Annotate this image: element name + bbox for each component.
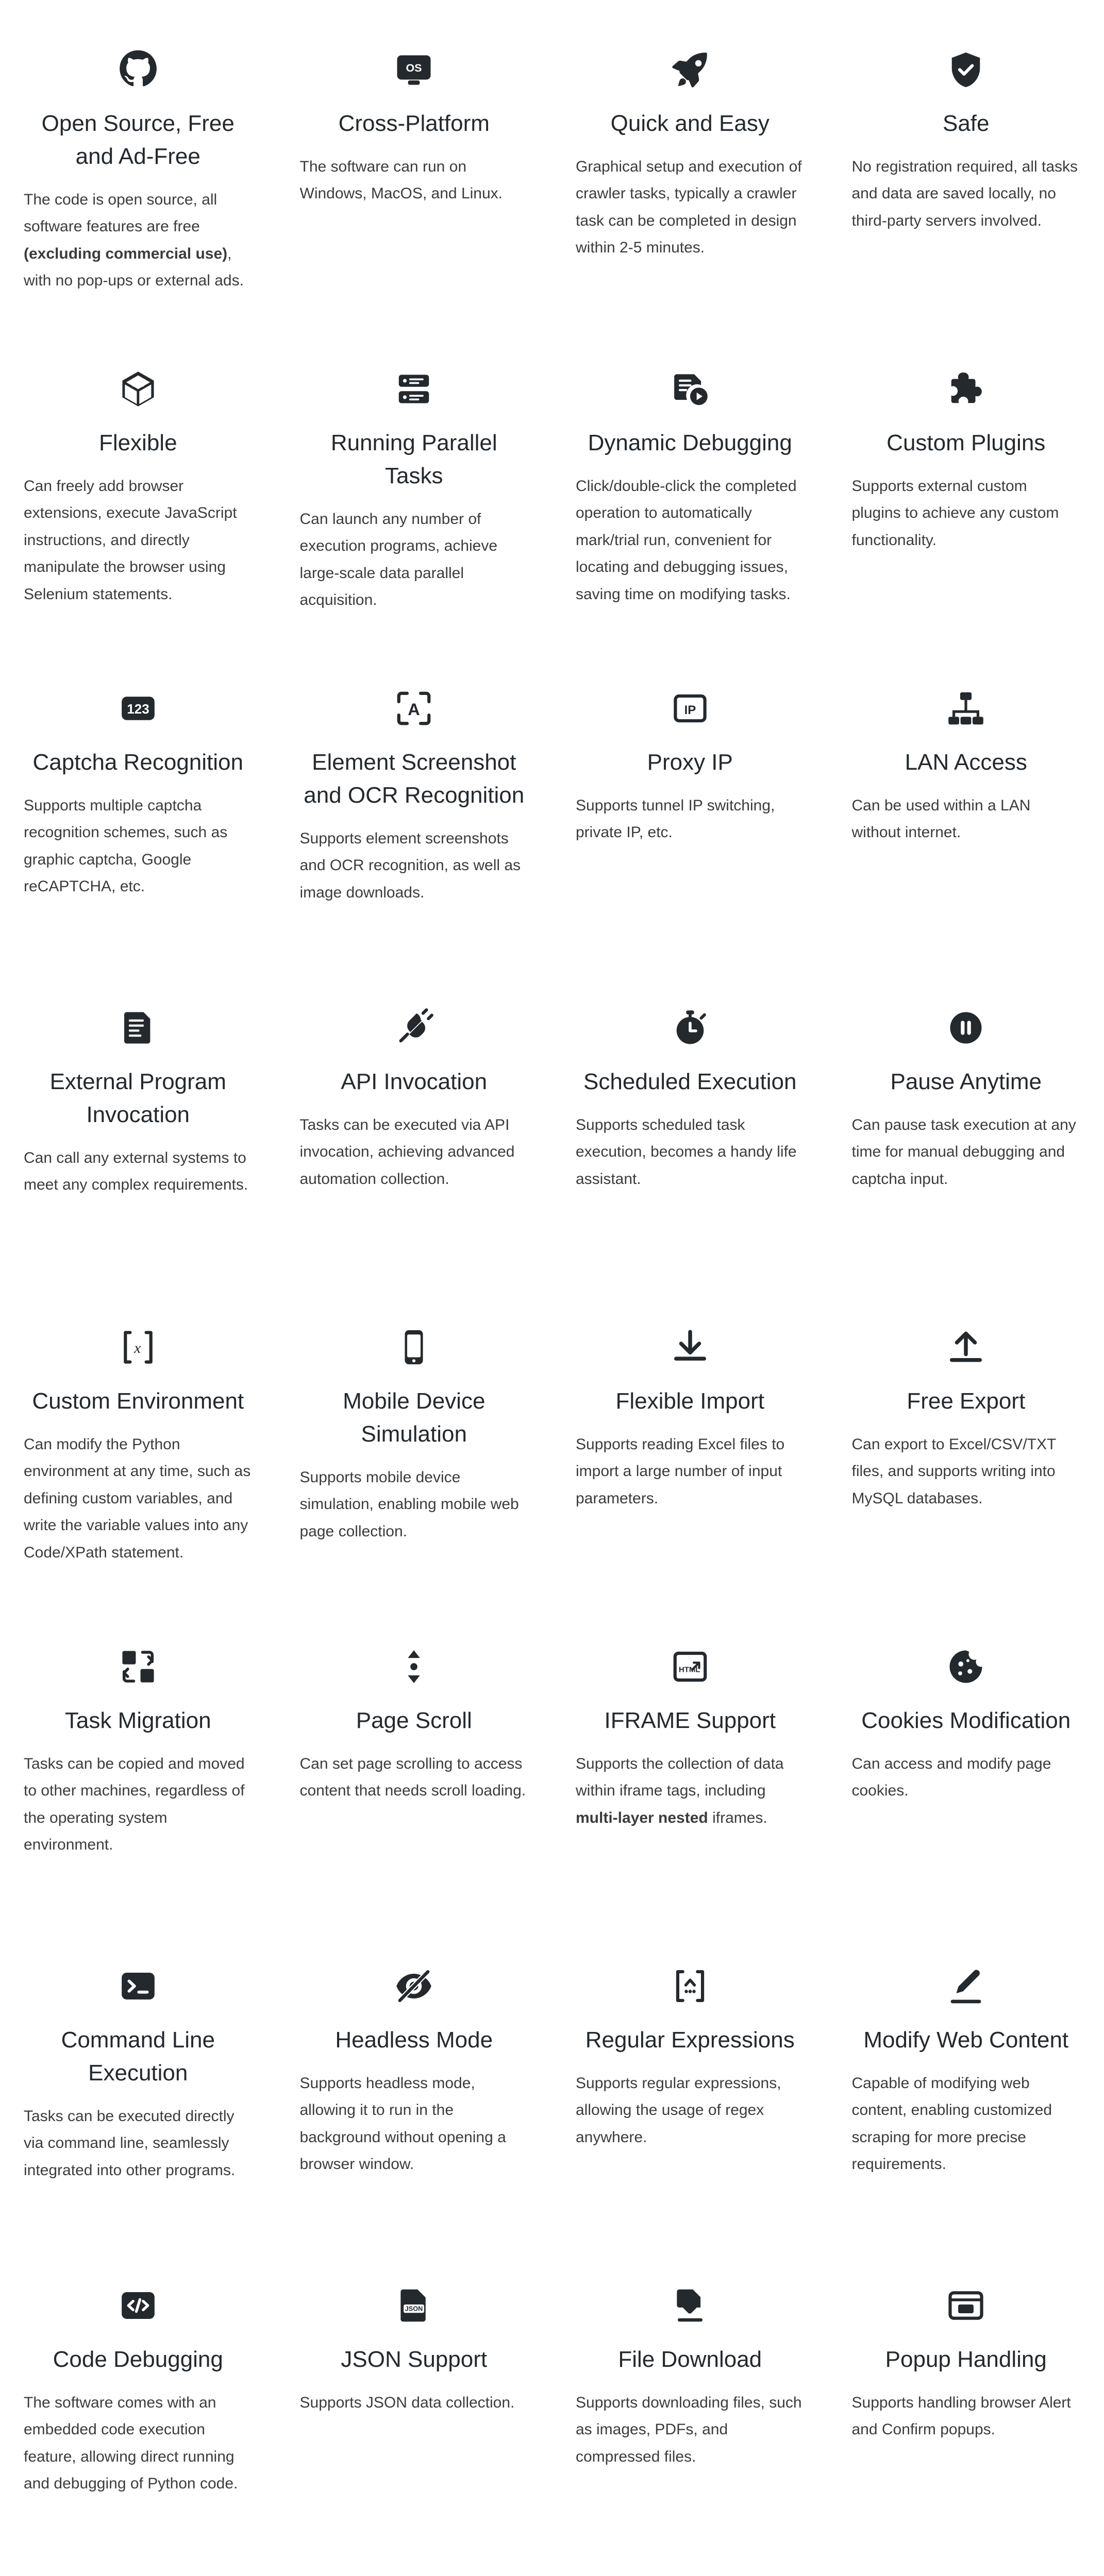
svg-text:IP: IP xyxy=(684,703,696,717)
feature-description: Supports scheduled task execution, becomes a handy life assistant. xyxy=(576,1112,805,1193)
feature-card xyxy=(276,2257,553,2576)
feature-card xyxy=(552,659,828,979)
feature-description: The software can run on Windows, MacOS, and Linux. xyxy=(300,154,529,208)
feature-title: Modify Web Content xyxy=(852,2024,1081,2057)
feature-description: Can access and modify page cookies. xyxy=(852,1751,1081,1805)
feature-description: Capable of modifying web content, enabling customized scraping for more precise requirements. xyxy=(852,2070,1081,2178)
feature-description: Can set page scrolling to access content that needs scroll loading. xyxy=(300,1751,529,1805)
feature-title: JSON Support xyxy=(300,2343,529,2376)
pause-circle-icon xyxy=(852,997,1081,1058)
json-file-icon xyxy=(300,2275,529,2336)
feature-title: Quick and Easy xyxy=(576,107,805,140)
feature-title: File Download xyxy=(576,2343,805,2376)
feature-description: Can modify the Python environment at any time, such as defining custom variables, and write the variable values into any Code/XPath statement. xyxy=(24,1431,253,1567)
feature-description: Supports external custom plugins to achieve any custom functionality. xyxy=(852,473,1081,554)
feature-card xyxy=(828,1618,1104,1937)
feature-description: Supports mobile device simulation, enabling mobile web page collection. xyxy=(300,1464,529,1546)
feature-description: Supports handling browser Alert and Confirm popups. xyxy=(852,2389,1081,2444)
terminal-icon xyxy=(24,1956,253,2016)
svg-text:OS: OS xyxy=(406,62,422,74)
feature-card xyxy=(552,1618,828,1937)
feature-description: Supports headless mode, allowing it to run in the background without opening a browser window. xyxy=(300,2070,529,2178)
feature-card xyxy=(276,1298,553,1618)
svg-text:123: 123 xyxy=(127,701,149,717)
feature-title: IFRAME Support xyxy=(576,1704,805,1737)
feature-title: Custom Plugins xyxy=(852,427,1081,460)
feature-description: Click/double-click the completed operation to automatically mark/trial run, convenient for locating and debugging issues, saving time on modifying tasks. xyxy=(576,473,805,608)
feature-description: Supports regular expressions, allowing the usage of regex anywhere. xyxy=(576,2070,805,2151)
feature-title: Open Source, Free and Ad-Free xyxy=(24,107,253,173)
feature-card xyxy=(828,1937,1104,2257)
feature-card xyxy=(552,21,828,340)
svg-text:JSON: JSON xyxy=(405,2306,423,2313)
file-download-icon xyxy=(576,2275,805,2336)
feature-description: Supports multiple captcha recognition schemes, such as graphic captcha, Google reCAPTCHA, etc. xyxy=(24,792,253,901)
feature-title: Running Parallel Tasks xyxy=(300,427,529,493)
feature-description: Tasks can be copied and moved to other machines, regardless of the operating system environment. xyxy=(24,1751,253,1859)
feature-description: Can pause task execution at any time for manual debugging and captcha input. xyxy=(852,1112,1081,1193)
api-plug-icon xyxy=(300,997,529,1058)
feature-title: Dynamic Debugging xyxy=(576,427,805,460)
feature-title: Safe xyxy=(852,107,1081,140)
feature-title: Headless Mode xyxy=(300,2024,529,2057)
feature-title: Captcha Recognition xyxy=(24,746,253,779)
feature-description: Supports the collection of data within iframe tags, including multi-layer nested iframes. xyxy=(576,1751,805,1832)
headless-eye-off-icon xyxy=(300,1956,529,2016)
feature-title: Regular Expressions xyxy=(576,2024,805,2057)
cookie-icon xyxy=(852,1636,1081,1697)
feature-title: Flexible Import xyxy=(576,1385,805,1418)
feature-title: Command Line Execution xyxy=(24,2024,253,2090)
svg-text:A: A xyxy=(408,700,420,719)
feature-description: Supports downloading files, such as images, PDFs, and compressed files. xyxy=(576,2389,805,2471)
feature-title: Code Debugging xyxy=(24,2343,253,2376)
feature-description: Graphical setup and execution of crawler tasks, typically a crawler task can be completed in design within 2-5 minutes. xyxy=(576,154,805,262)
feature-title: Pause Anytime xyxy=(852,1065,1081,1098)
feature-card xyxy=(276,21,553,340)
popup-window-icon xyxy=(852,2275,1081,2336)
feature-title: LAN Access xyxy=(852,746,1081,779)
feature-card xyxy=(0,1298,276,1618)
feature-title: Task Migration xyxy=(24,1704,253,1737)
feature-card xyxy=(828,340,1104,659)
download-import-icon xyxy=(576,1317,805,1378)
cube-grid-icon xyxy=(24,359,253,419)
stopwatch-icon xyxy=(576,997,805,1058)
pencil-edit-icon xyxy=(852,1956,1081,2016)
mobile-phone-icon xyxy=(300,1317,529,1378)
feature-title: Free Export xyxy=(852,1385,1081,1418)
feature-title: API Invocation xyxy=(300,1065,529,1098)
feature-description: Can export to Excel/CSV/TXT files, and supports writing into MySQL databases. xyxy=(852,1431,1081,1513)
regex-brackets-icon xyxy=(576,1956,805,2016)
debug-play-icon xyxy=(576,359,805,419)
feature-card xyxy=(0,21,276,340)
upload-export-icon xyxy=(852,1317,1081,1378)
feature-description: The code is open source, all software features are free (excluding commercial use), with no pop-ups or external ads. xyxy=(24,187,253,295)
feature-card xyxy=(276,1618,553,1937)
lan-network-icon xyxy=(852,678,1081,739)
feature-title: External Program Invocation xyxy=(24,1065,253,1131)
feature-description: Supports element screenshots and OCR recognition, as well as image downloads. xyxy=(300,825,529,907)
feature-card xyxy=(552,340,828,659)
code-brackets-icon xyxy=(24,2275,253,2336)
feature-description: Can call any external systems to meet any complex requirements. xyxy=(24,1145,253,1199)
feature-description: Can launch any number of execution programs, achieve large-scale data parallel acquisition. xyxy=(300,506,529,614)
feature-card xyxy=(828,21,1104,340)
page-scroll-icon xyxy=(300,1636,529,1697)
puzzle-piece-icon xyxy=(852,359,1081,419)
feature-card xyxy=(828,659,1104,979)
feature-description: Supports reading Excel files to import a large number of input parameters. xyxy=(576,1431,805,1513)
feature-card xyxy=(276,340,553,659)
feature-description: Can freely add browser extensions, execute JavaScript instructions, and directly manipulate the browser using Selenium statements. xyxy=(24,473,253,608)
feature-description: Supports JSON data collection. xyxy=(300,2389,529,2417)
variable-brackets-icon xyxy=(24,1317,253,1378)
feature-card xyxy=(828,979,1104,1298)
feature-card xyxy=(0,1618,276,1937)
feature-description: Tasks can be executed directly via command line, seamlessly integrated into other programs. xyxy=(24,2103,253,2184)
feature-title: Proxy IP xyxy=(576,746,805,779)
feature-card xyxy=(552,2257,828,2576)
feature-description: Supports tunnel IP switching, private IP, etc. xyxy=(576,792,805,846)
shield-icon xyxy=(852,39,1081,100)
feature-card xyxy=(552,979,828,1298)
task-migration-icon xyxy=(24,1636,253,1697)
feature-card xyxy=(0,659,276,979)
feature-card xyxy=(828,1298,1104,1618)
feature-title: Popup Handling xyxy=(852,2343,1081,2376)
server-stack-icon xyxy=(300,359,529,419)
feature-card xyxy=(276,1937,553,2257)
feature-title: Element Screenshot and OCR Recognition xyxy=(300,746,529,812)
feature-title: Scheduled Execution xyxy=(576,1065,805,1098)
feature-description: Tasks can be executed via API invocation, achieving advanced automation collection. xyxy=(300,1112,529,1193)
iframe-html-icon xyxy=(576,1636,805,1697)
feature-card xyxy=(552,1937,828,2257)
feature-card xyxy=(0,340,276,659)
feature-card xyxy=(276,979,553,1298)
feature-title: Mobile Device Simulation xyxy=(300,1385,529,1451)
feature-description: The software comes with an embedded code execution feature, allowing direct running and debugging of Python code. xyxy=(24,2389,253,2498)
captcha-123-icon xyxy=(24,678,253,739)
feature-card xyxy=(0,979,276,1298)
element-screenshot-icon xyxy=(300,678,529,739)
feature-title: Custom Environment xyxy=(24,1385,253,1418)
rocket-icon xyxy=(576,39,805,100)
feature-card xyxy=(552,1298,828,1618)
feature-description: Can be used within a LAN without internet. xyxy=(852,792,1081,846)
feature-title: Page Scroll xyxy=(300,1704,529,1737)
github-icon xyxy=(24,39,253,100)
feature-card xyxy=(828,2257,1104,2576)
svg-text:x: x xyxy=(133,1340,141,1357)
feature-card xyxy=(0,2257,276,2576)
proxy-ip-icon xyxy=(576,678,805,739)
svg-text:HTML: HTML xyxy=(679,1665,700,1674)
feature-description: No registration required, all tasks and data are saved locally, no third-party servers involved. xyxy=(852,154,1081,235)
feature-title: Cookies Modification xyxy=(852,1704,1081,1737)
feature-card xyxy=(276,659,553,979)
feature-title: Flexible xyxy=(24,427,253,460)
feature-title: Cross-Platform xyxy=(300,107,529,140)
feature-card xyxy=(0,1937,276,2257)
os-monitor-icon xyxy=(300,39,529,100)
external-program-icon xyxy=(24,997,253,1058)
